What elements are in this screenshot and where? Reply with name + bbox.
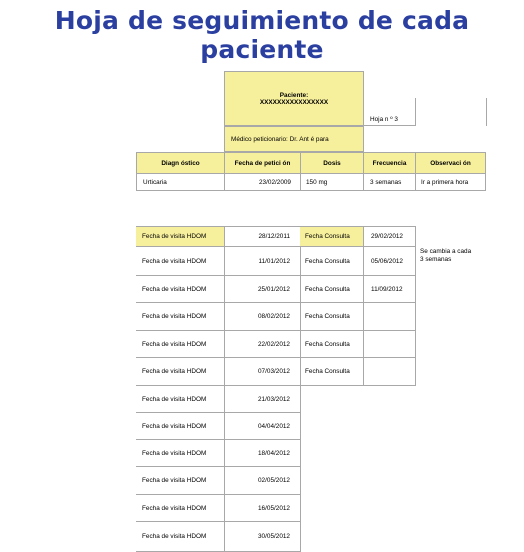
header-frecuencia: Frecuencia <box>363 152 416 174</box>
consulta-label: Fecha Consulta <box>300 303 364 331</box>
row-frecuencia: 3 semanas <box>363 173 416 191</box>
consulta-label: Fecha Consulta <box>300 247 364 276</box>
medico-peticionario <box>224 126 364 152</box>
visit-date: 08/02/2012 <box>224 303 301 331</box>
row-fecha-peticion: 23/02/2009 <box>224 173 301 191</box>
hoja-number <box>364 98 416 126</box>
consulta-label: Fecha Consulta <box>300 276 364 303</box>
patient-box <box>224 71 364 126</box>
visit-label: Fecha de visita HDOM <box>136 303 225 331</box>
visit-date: 18/04/2012 <box>224 440 301 467</box>
patient-label: Paciente: <box>279 91 309 99</box>
visit-date: 21/03/2012 <box>224 386 301 413</box>
visit-date: 11/01/2012 <box>224 247 301 276</box>
header-diagnostico: Diagn óstico <box>136 152 225 174</box>
visit-date: 04/04/2012 <box>224 413 301 440</box>
visit-label: Fecha de visita HDOM <box>136 440 225 467</box>
visit-label: Fecha de visita HDOM <box>136 522 225 552</box>
consulta-label: Fecha Consulta <box>300 331 364 358</box>
consulta-label: Fecha Consulta <box>300 358 364 386</box>
visit-label: Fecha de visita HDOM <box>136 358 225 386</box>
header-dosis: Dosis <box>300 152 364 174</box>
visit-date: 30/05/2012 <box>224 522 301 552</box>
consulta-date <box>363 303 416 331</box>
hoja-number-label: Hoja n º 3 <box>370 116 398 123</box>
visit-label: Fecha de visita HDOM <box>136 413 225 440</box>
medico-label: Médico peticionario: Dr. Ant é para <box>231 135 329 143</box>
visit-label: Fecha de visita HDOM <box>136 247 225 276</box>
visit-label: Fecha de visita HDOM <box>136 386 225 413</box>
visit-label: Fecha de visita HDOM <box>136 331 225 358</box>
visit-date: 22/02/2012 <box>224 331 301 358</box>
row-observacion: Ir a primera hora <box>415 173 486 191</box>
visit-date: 16/05/2012 <box>224 495 301 522</box>
right-marker-line <box>486 98 487 126</box>
visit-date: 07/03/2012 <box>224 358 301 386</box>
visit-date: 28/12/2011 <box>224 226 301 247</box>
consulta-date <box>363 331 416 358</box>
page-title: Hoja de seguimiento de cada paciente <box>54 6 470 64</box>
note-line-1: Se cambia a cada <box>420 248 472 255</box>
consulta-date: 11/09/2012 <box>363 276 416 303</box>
row-diagnostico: Urticaria <box>136 173 225 191</box>
visit-date: 02/05/2012 <box>224 467 301 495</box>
visit-label: Fecha de visita HDOM <box>136 495 225 522</box>
patient-value: XXXXXXXXXXXXXXXX <box>259 98 329 106</box>
header-observacion: Observaci ón <box>415 152 486 174</box>
consulta-label: Fecha Consulta <box>300 226 364 247</box>
consulta-date: 29/02/2012 <box>363 226 416 247</box>
visit-label: Fecha de visita HDOM <box>136 226 225 247</box>
visit-date: 25/01/2012 <box>224 276 301 303</box>
visit-label: Fecha de visita HDOM <box>136 276 225 303</box>
consulta-date <box>363 358 416 386</box>
note-cell <box>420 248 471 264</box>
consulta-date: 05/06/2012 <box>363 247 416 276</box>
note-line-2: 3 semanas <box>420 256 452 263</box>
row-dosis: 150 mg <box>300 173 364 191</box>
header-fecha-peticion: Fecha de petici ón <box>224 152 301 174</box>
visit-label: Fecha de visita HDOM <box>136 467 225 495</box>
